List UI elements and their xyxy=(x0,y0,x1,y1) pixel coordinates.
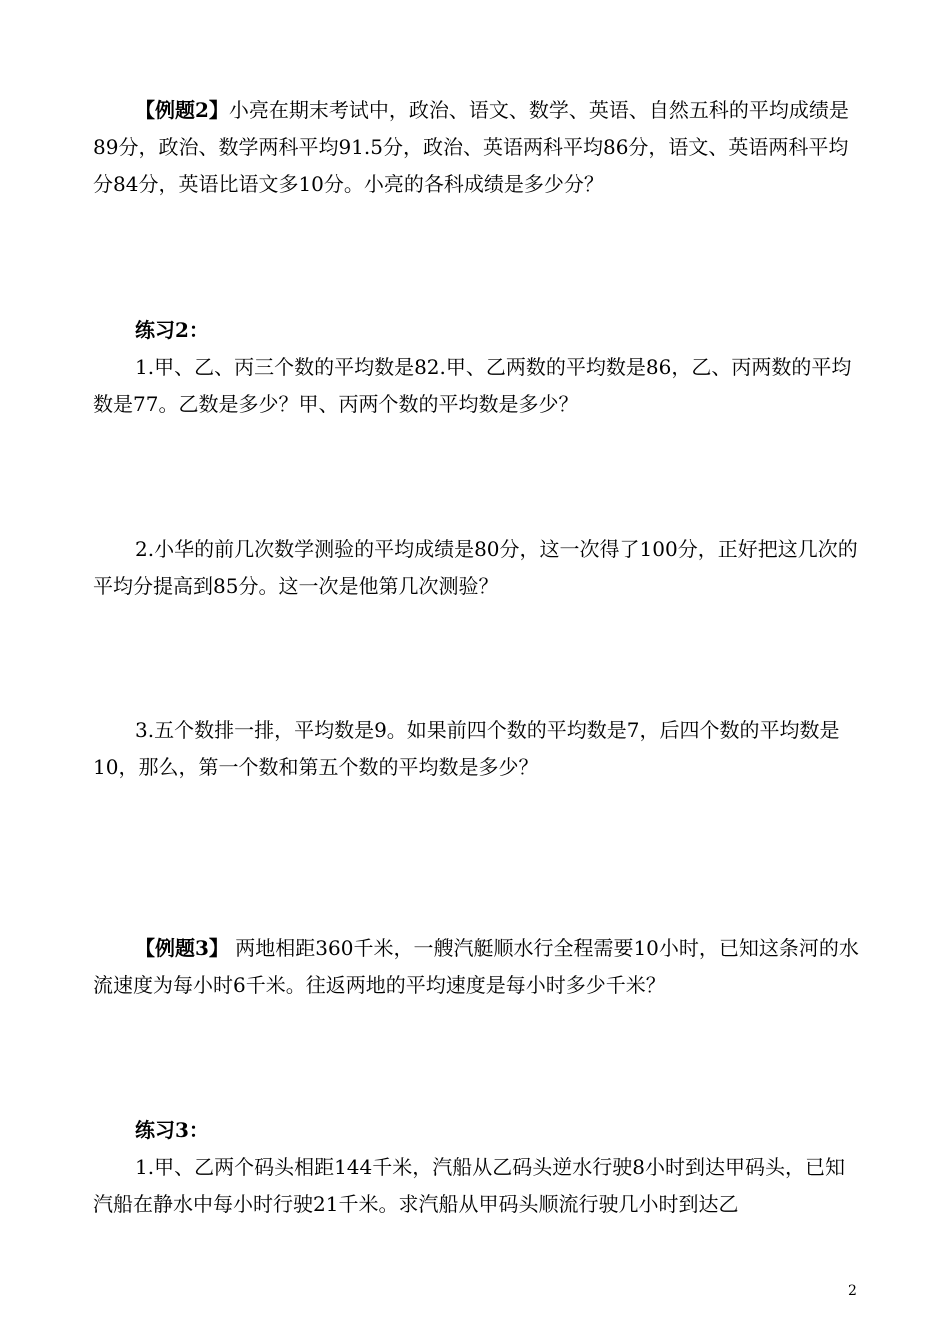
practice-2-question-1: 1.甲、乙、丙三个数的平均数是82.甲、乙两数的平均数是86，乙、丙两数的平均数是77。乙数是多少？甲、丙两个数的平均数是多少？ xyxy=(93,355,852,416)
practice-2-heading: 练习2： xyxy=(135,318,209,342)
page-number: 2 xyxy=(848,1283,857,1299)
practice-3-question-1: 1.甲、乙两个码头相距144千米，汽船从乙码头逆水行驶8小时到达甲码头，已知汽船在静水中每小时行驶21千米。求汽船从甲码头顺流行驶几小时到达乙 xyxy=(93,1155,845,1216)
example-3-label: 【例题3】 xyxy=(135,936,229,960)
practice-3-heading: 练习3： xyxy=(135,1118,209,1142)
example-3-paragraph xyxy=(93,930,863,1004)
practice-2-question-3: 3.五个数排一排，平均数是9。如果前四个数的平均数是7，后四个数的平均数是10，那么，第一个数和第五个数的平均数是多少？ xyxy=(93,718,840,779)
practice-2-question-2: 2.小华的前几次数学测验的平均成绩是80分，这一次得了100分，正好把这几次的平均分提高到85分。这一次是他第几次测验？ xyxy=(93,537,858,598)
example-3-text: 两地相距360千米，一艘汽艇顺水行全程需要10小时，已知这条河的水流速度为每小时6千米。往返两地的平均速度是每小时多少千米？ xyxy=(93,936,859,997)
example-2-text: 小亮在期末考试中，政治、语文、数学、英语、自然五科的平均成绩是89分，政治、数学两科平均91.5分，政治、英语两科平均86分，语文、英语两科平均分84分，英语比语文多10分。小亮的各科成绩是多少分？ xyxy=(93,98,849,196)
example-2-label: 【例题2】 xyxy=(135,98,229,122)
example-2-paragraph xyxy=(93,92,863,203)
